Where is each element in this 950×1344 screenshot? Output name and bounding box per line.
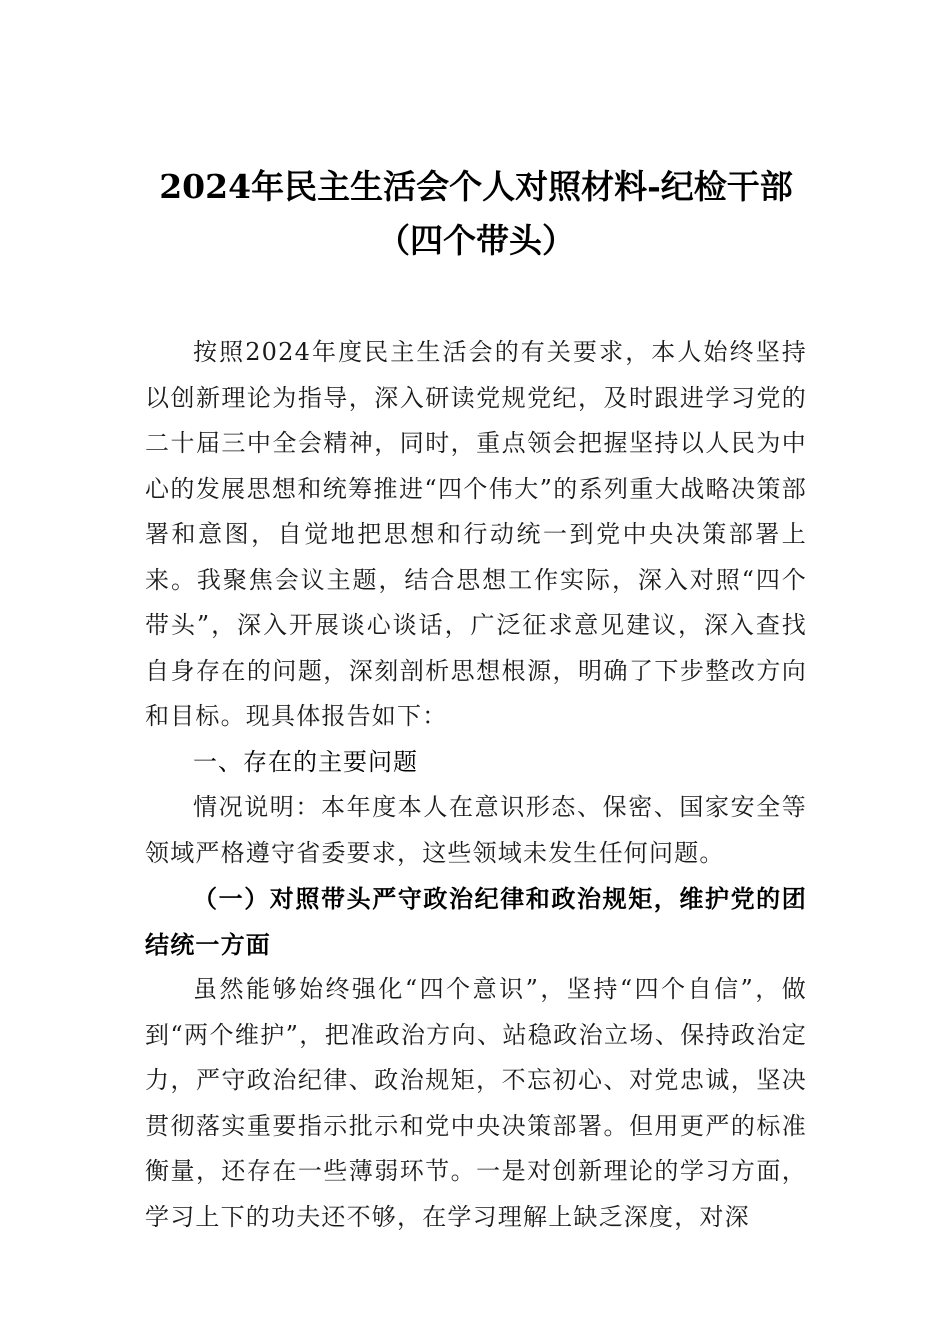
intro-paragraph: 按照2024年度民主生活会的有关要求，本人始终坚持以创新理论为指导，深入研读党规党纪，及时跟进学习党的二十届三中全会精神，同时，重点领会把握坚持以人民为中心的发展思想和统筹推进“四个伟大”的系列重大战略决策部署和意图，自觉地把思想和行动统一到党中央决策部署上来。我聚焦会议主题，结合思想工作实际，深入对照“四个带头”，深入开展谈心谈话，广泛征求意见建议，深入查找自身存在的问题，深刻剖析思想根源，明确了下步整改方向和目标。现具体报告如下： [145, 338, 807, 730]
title-line-2: （四个带头） [377, 221, 575, 260]
section-heading-problems: 一、存在的主要问题 [193, 747, 418, 776]
situation-note-paragraph: 情况说明：本年度本人在意识形态、保密、国家安全等领域严格遵守省委要求，这些领域未发生任何问题。 [145, 793, 807, 867]
subsection-body-paragraph: 虽然能够始终强化“四个意识”，坚持“四个自信”，做到“两个维护”，把准政治方向、站稳政治立场、保持政治定力，严守政治纪律、政治规矩，不忘初心、对党忠诚，坚决贯彻落实重要指示批示和党中央决策部署。但用更严的标准衡量，还存在一些薄弱环节。一是对创新理论的学习方面，学习上下的功夫还不够，在学习理解上缺乏深度，对深 [145, 975, 807, 1231]
document-body [145, 330, 807, 1240]
document-title [145, 160, 807, 268]
subsection-heading-political-discipline: （一）对照带头严守政治纪律和政治规矩，维护党的团结统一方面 [145, 884, 807, 959]
title-line-1: 2024年民主生活会个人对照材料-纪检干部 [159, 167, 793, 206]
